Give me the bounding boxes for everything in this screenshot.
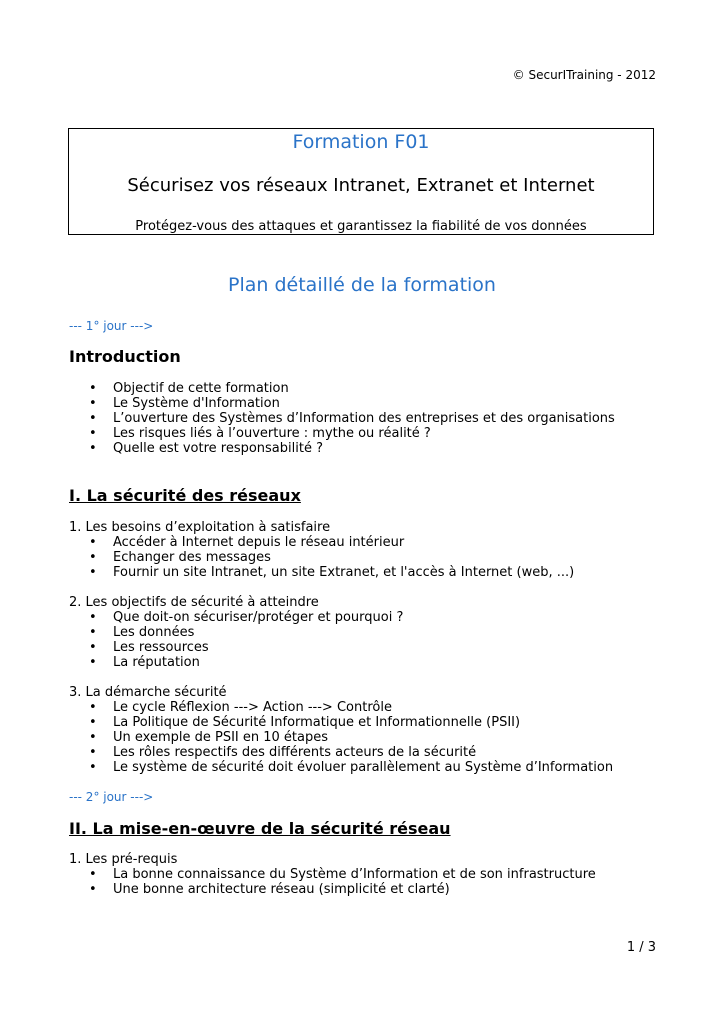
list-item: • Les risques liés à l’ouverture : mythe ou réalité ? bbox=[89, 426, 431, 441]
bullet-icon: • bbox=[89, 730, 97, 745]
list-item: • La réputation bbox=[89, 655, 200, 670]
main-title: Sécurisez vos réseaux Intranet, Extranet et Internet bbox=[127, 175, 595, 196]
list-item: • Un exemple de PSII en 10 étapes bbox=[89, 730, 329, 745]
section2-heading: II. La mise-en-œuvre de la sécurité réseau bbox=[69, 819, 451, 838]
bullet-icon: • bbox=[89, 700, 97, 715]
list-item: • Une bonne architecture réseau (simplicité et clarté) bbox=[89, 882, 450, 897]
bullet-icon: • bbox=[89, 655, 97, 670]
bullet-icon: • bbox=[89, 760, 97, 775]
list-item: • Les données bbox=[89, 625, 195, 640]
list-item: • Fournir un site Intranet, un site Extranet, et l'accès à Internet (web, ...) bbox=[89, 565, 575, 580]
bullet-icon: • bbox=[89, 396, 97, 411]
group-title: 1. Les besoins d’exploitation à satisfaire bbox=[69, 520, 331, 535]
bullet-icon: • bbox=[89, 640, 97, 655]
group-title: 2. Les objectifs de sécurité à atteindre bbox=[69, 595, 319, 610]
list-item: • La Politique de Sécurité Informatique et Informationnelle (PSII) bbox=[89, 715, 521, 730]
bullet-icon: • bbox=[89, 411, 97, 426]
introduction-list bbox=[69, 381, 615, 456]
section1-group-1 bbox=[69, 520, 574, 580]
day-marker-2: --- 2° jour ---> bbox=[69, 790, 154, 804]
formation-code: Formation F01 bbox=[292, 131, 430, 153]
group-list bbox=[69, 700, 613, 775]
bullet-icon: • bbox=[89, 867, 97, 882]
section1-heading: I. La sécurité des réseaux bbox=[69, 486, 301, 505]
group-title: 3. La démarche sécurité bbox=[69, 685, 227, 700]
group-title: 1. Les pré-requis bbox=[69, 852, 178, 867]
list-item: • Le système de sécurité doit évoluer parallèlement au Système d’Information bbox=[89, 760, 614, 775]
list-item: • Les ressources bbox=[89, 640, 209, 655]
section1-group-2 bbox=[69, 595, 403, 670]
group-list bbox=[69, 867, 596, 897]
list-item: • Les rôles respectifs des différents acteurs de la sécurité bbox=[89, 745, 477, 760]
page-number: 1 / 3 bbox=[626, 940, 656, 955]
list-item: • Que doit-on sécuriser/protéger et pourquoi ? bbox=[89, 610, 404, 625]
group-list bbox=[69, 535, 574, 580]
bullet-icon: • bbox=[89, 882, 97, 897]
bullet-icon: • bbox=[89, 715, 97, 730]
title-box bbox=[68, 128, 654, 235]
list-item: • Objectif de cette formation bbox=[89, 381, 289, 396]
section1-group-3 bbox=[69, 685, 613, 775]
bullet-icon: • bbox=[89, 381, 97, 396]
section2-group-1 bbox=[69, 852, 596, 897]
copyright-notice: © SecurITraining - 2012 bbox=[512, 68, 656, 82]
bullet-icon: • bbox=[89, 535, 97, 550]
bullet-icon: • bbox=[89, 625, 97, 640]
day-marker-1: --- 1° jour ---> bbox=[69, 319, 154, 333]
bullet-icon: • bbox=[89, 565, 97, 580]
list-item: • L’ouverture des Systèmes d’Information des entreprises et des organisations bbox=[89, 411, 615, 426]
bullet-icon: • bbox=[89, 441, 97, 456]
group-list bbox=[69, 610, 403, 670]
subtitle: Protégez-vous des attaques et garantissez la fiabilité de vos données bbox=[135, 219, 587, 234]
list-item: • Quelle est votre responsabilité ? bbox=[89, 441, 323, 456]
bullet-icon: • bbox=[89, 550, 97, 565]
list-item: • Le Système d'Information bbox=[89, 396, 280, 411]
introduction-list-block bbox=[69, 381, 615, 456]
list-item: • Le cycle Réflexion ---> Action ---> Contrôle bbox=[89, 700, 392, 715]
list-item: • Accéder à Internet depuis le réseau intérieur bbox=[89, 535, 405, 550]
introduction-heading: Introduction bbox=[69, 347, 181, 366]
list-item: • Echanger des messages bbox=[89, 550, 271, 565]
bullet-icon: • bbox=[89, 610, 97, 625]
bullet-icon: • bbox=[89, 745, 97, 760]
bullet-icon: • bbox=[89, 426, 97, 441]
list-item: • La bonne connaissance du Système d’Information et de son infrastructure bbox=[89, 867, 596, 882]
plan-title: Plan détaillé de la formation bbox=[228, 274, 496, 296]
